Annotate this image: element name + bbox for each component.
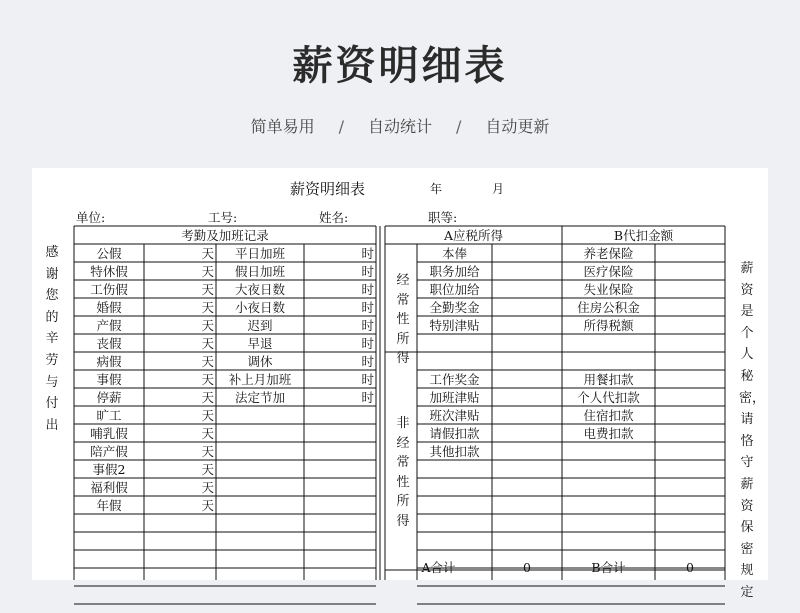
deduction-item: 养老保险 xyxy=(583,246,634,261)
overtime-unit-label: 时 xyxy=(361,264,374,279)
leave-unit-label: 天 xyxy=(201,426,214,441)
sheet-title: 薪资明细表 xyxy=(290,180,366,198)
overtime-type-label: 调休 xyxy=(247,354,273,369)
overtime-type-label: 迟到 xyxy=(247,318,273,333)
leave-unit-label: 天 xyxy=(201,282,214,297)
leave-unit-label: 天 xyxy=(201,246,214,261)
overtime-type-label: 法定节加 xyxy=(234,390,285,405)
leave-unit-label: 天 xyxy=(201,336,214,351)
leave-unit-label: 天 xyxy=(201,498,214,513)
overtime-type-label: 补上月加班 xyxy=(228,372,292,387)
overtime-type-label: 早退 xyxy=(247,336,273,351)
feature-tags xyxy=(0,114,800,137)
overtime-unit-label: 时 xyxy=(361,336,374,351)
tag-auto-update: 自动更新 xyxy=(485,117,550,136)
left-side-note: 感谢您的辛劳与付出 xyxy=(45,245,59,433)
year-label: 年 xyxy=(430,182,443,196)
deduction-header: B代扣金额 xyxy=(613,228,674,243)
deduction-item: 电费扣款 xyxy=(583,426,634,441)
overtime-type-label: 小夜日数 xyxy=(234,300,285,315)
leave-type-label: 停薪 xyxy=(96,390,122,405)
salary-sheet xyxy=(32,168,768,600)
irregular-income-item: 班次津贴 xyxy=(429,408,480,423)
deduction-total-value: 0 xyxy=(686,560,694,575)
overtime-unit-label: 时 xyxy=(361,282,374,297)
tag-auto-stats: 自动统计 xyxy=(367,117,432,136)
regular-income-item: 职位加给 xyxy=(429,282,480,297)
irregular-income-label: 非经常性所得 xyxy=(396,416,410,529)
leave-unit-label: 天 xyxy=(201,300,214,315)
leave-unit-label: 天 xyxy=(201,390,214,405)
overtime-unit-label: 时 xyxy=(361,372,374,387)
regular-income-item: 特别津贴 xyxy=(429,318,480,333)
leave-type-label: 特休假 xyxy=(90,264,128,279)
overtime-unit-label: 时 xyxy=(361,318,374,333)
irregular-income-item: 工作奖金 xyxy=(429,372,480,387)
leave-type-label: 旷工 xyxy=(96,408,122,423)
overtime-unit-label: 时 xyxy=(361,246,374,261)
deduction-item: 用餐扣款 xyxy=(583,372,634,387)
deduction-item: 失业保险 xyxy=(583,282,634,297)
overtime-unit-label: 时 xyxy=(361,354,374,369)
deduction-total-label: B合计 xyxy=(591,560,626,575)
tag-separator: / xyxy=(338,117,344,136)
overtime-type-label: 平日加班 xyxy=(234,246,285,261)
deduction-item: 所得税额 xyxy=(583,318,634,333)
deduction-item: 医疗保险 xyxy=(583,264,634,279)
deduction-item: 住宿扣款 xyxy=(583,408,634,423)
leave-type-label: 事假 xyxy=(96,372,122,387)
leave-unit-label: 天 xyxy=(201,462,214,477)
leave-unit-label: 天 xyxy=(201,318,214,333)
month-label: 月 xyxy=(492,182,505,196)
leave-type-label: 产假 xyxy=(96,318,122,333)
leave-type-label: 丧假 xyxy=(96,336,122,351)
regular-income-item: 职务加给 xyxy=(429,264,480,279)
leave-type-label: 年假 xyxy=(96,498,122,513)
income-total-label: A合计 xyxy=(421,560,456,575)
leave-unit-label: 天 xyxy=(201,408,214,423)
irregular-income-item: 其他扣款 xyxy=(429,444,480,459)
tag-separator: / xyxy=(456,117,462,136)
income-header: A应税所得 xyxy=(443,228,504,243)
employee-no-label: 工号: xyxy=(208,210,238,225)
deduction-item: 住房公积金 xyxy=(577,300,640,315)
leave-unit-label: 天 xyxy=(201,372,214,387)
irregular-income-item: 请假扣款 xyxy=(429,426,480,441)
regular-income-item: 本俸 xyxy=(441,246,467,261)
right-side-note: 薪资是个人秘密，请恪守薪资保密规定 xyxy=(739,261,766,600)
overtime-type-label: 假日加班 xyxy=(234,264,285,279)
overtime-unit-label: 时 xyxy=(361,300,374,315)
leave-type-label: 病假 xyxy=(96,354,122,369)
overtime-unit-label: 时 xyxy=(361,390,374,405)
overtime-type-label: 大夜日数 xyxy=(234,282,285,297)
rank-label: 职等: xyxy=(428,210,458,225)
leave-type-label: 公假 xyxy=(96,246,122,261)
regular-income-item: 全勤奖金 xyxy=(429,300,480,315)
unit-label: 单位: xyxy=(76,210,106,225)
deduction-item: 个人代扣款 xyxy=(577,390,640,405)
leave-type-label: 工伤假 xyxy=(90,282,128,297)
name-label: 姓名: xyxy=(319,210,349,225)
leave-type-label: 福利假 xyxy=(90,480,128,495)
leave-unit-label: 天 xyxy=(201,444,214,459)
irregular-income-item: 加班津贴 xyxy=(429,390,480,405)
leave-unit-label: 天 xyxy=(201,264,214,279)
leave-type-label: 事假2 xyxy=(92,462,126,477)
leave-type-label: 婚假 xyxy=(96,300,122,315)
regular-income-label: 经常性所得 xyxy=(396,273,410,366)
leave-type-label: 哺乳假 xyxy=(90,426,128,441)
page-title: 薪资明细表 xyxy=(292,43,508,89)
tag-easy: 简单易用 xyxy=(250,117,315,136)
attendance-header: 考勤及加班记录 xyxy=(181,228,269,243)
leave-type-label: 陪产假 xyxy=(90,444,128,459)
income-total-value: 0 xyxy=(523,560,531,575)
leave-unit-label: 天 xyxy=(201,480,214,495)
leave-unit-label: 天 xyxy=(201,354,214,369)
